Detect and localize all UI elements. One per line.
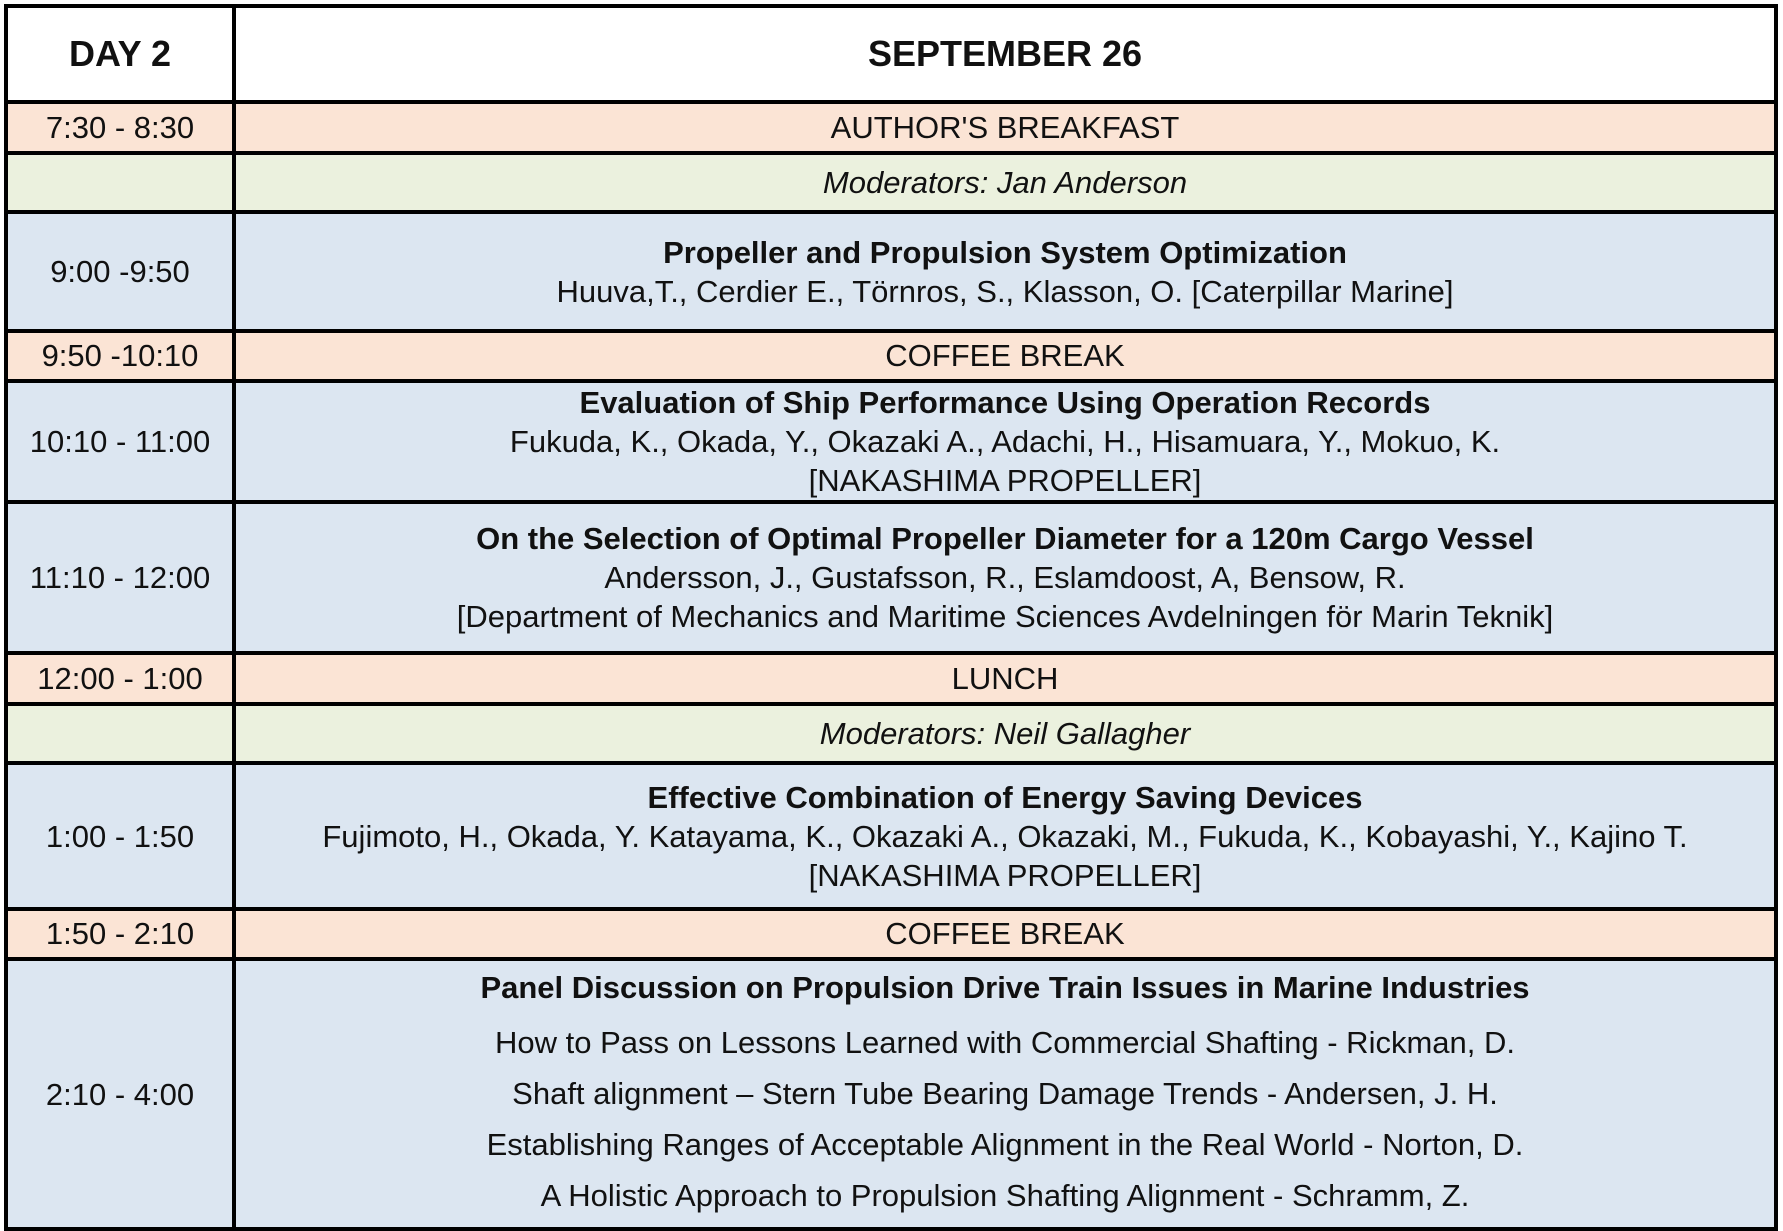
session-title: Evaluation of Ship Performance Using Operation Records	[579, 385, 1431, 420]
session-title: Effective Combination of Energy Saving Devices	[647, 779, 1363, 815]
session-row	[6, 381, 1776, 502]
coffee-break-row	[6, 331, 1776, 381]
session-organization: [Department of Mechanics and Maritime Sciences Avdelningen för Marin Teknik]	[456, 599, 1554, 634]
time-cell: 1:00 - 1:50	[6, 763, 234, 909]
break-label: AUTHOR'S BREAKFAST	[234, 102, 1776, 153]
time-cell: 10:10 - 11:00	[6, 381, 234, 502]
coffee-break-row	[6, 909, 1776, 959]
session-cell	[234, 381, 1776, 502]
schedule-table	[4, 4, 1778, 1231]
session-row	[6, 763, 1776, 909]
empty-time-cell	[6, 704, 234, 763]
session-cell	[234, 502, 1776, 653]
moderator-label: Moderators: Jan Anderson	[234, 153, 1776, 212]
break-label: LUNCH	[234, 653, 1776, 704]
session-organization: [NAKASHIMA PROPELLER]	[808, 857, 1202, 893]
panel-talk: A Holistic Approach to Propulsion Shafting Alignment - Schramm, Z.	[540, 1177, 1470, 1213]
time-cell: 1:50 - 2:10	[6, 909, 234, 959]
session-row	[6, 502, 1776, 653]
time-cell: 9:00 -9:50	[6, 212, 234, 331]
panel-talk: Shaft alignment – Stern Tube Bearing Damage Trends - Andersen, J. H.	[512, 1075, 1498, 1111]
session-cell	[234, 763, 1776, 909]
moderator-row	[6, 704, 1776, 763]
empty-time-cell	[6, 153, 234, 212]
session-authors: Fukuda, K., Okada, Y., Okazaki A., Adachi, H., Hisamuara, Y., Mokuo, K.	[509, 424, 1501, 459]
session-title: Propeller and Propulsion System Optimization	[663, 234, 1347, 270]
moderator-row	[6, 153, 1776, 212]
moderator-label: Moderators: Neil Gallagher	[234, 704, 1776, 763]
panel-cell	[234, 959, 1776, 1229]
session-authors: Huuva,T., Cerdier E., Törnros, S., Klasson, O. [Caterpillar Marine]	[556, 273, 1454, 309]
day-label: DAY 2	[6, 6, 234, 102]
time-cell: 11:10 - 12:00	[6, 502, 234, 653]
time-cell: 12:00 - 1:00	[6, 653, 234, 704]
session-authors: Andersson, J., Gustafsson, R., Eslamdoost, A, Bensow, R.	[604, 560, 1406, 595]
breakfast-row	[6, 102, 1776, 153]
session-cell	[234, 212, 1776, 331]
panel-talk: How to Pass on Lessons Learned with Commercial Shafting - Rickman, D.	[495, 1024, 1515, 1060]
session-row	[6, 212, 1776, 331]
session-authors: Fujimoto, H., Okada, Y. Katayama, K., Okazaki A., Okazaki, M., Fukuda, K., Kobayashi, Y., Kajino T.	[322, 818, 1688, 854]
date-label: SEPTEMBER 26	[234, 6, 1776, 102]
panel-talk: Establishing Ranges of Acceptable Alignment in the Real World - Norton, D.	[486, 1126, 1524, 1162]
panel-title: Panel Discussion on Propulsion Drive Train Issues in Marine Industries	[480, 969, 1530, 1005]
session-title: On the Selection of Optimal Propeller Diameter for a 120m Cargo Vessel	[476, 521, 1534, 556]
time-cell: 9:50 -10:10	[6, 331, 234, 381]
break-label: COFFEE BREAK	[234, 909, 1776, 959]
break-label: COFFEE BREAK	[234, 331, 1776, 381]
time-cell: 7:30 - 8:30	[6, 102, 234, 153]
session-organization: [NAKASHIMA PROPELLER]	[808, 463, 1202, 498]
panel-row	[6, 959, 1776, 1229]
header-row	[6, 6, 1776, 102]
time-cell: 2:10 - 4:00	[6, 959, 234, 1229]
lunch-row	[6, 653, 1776, 704]
